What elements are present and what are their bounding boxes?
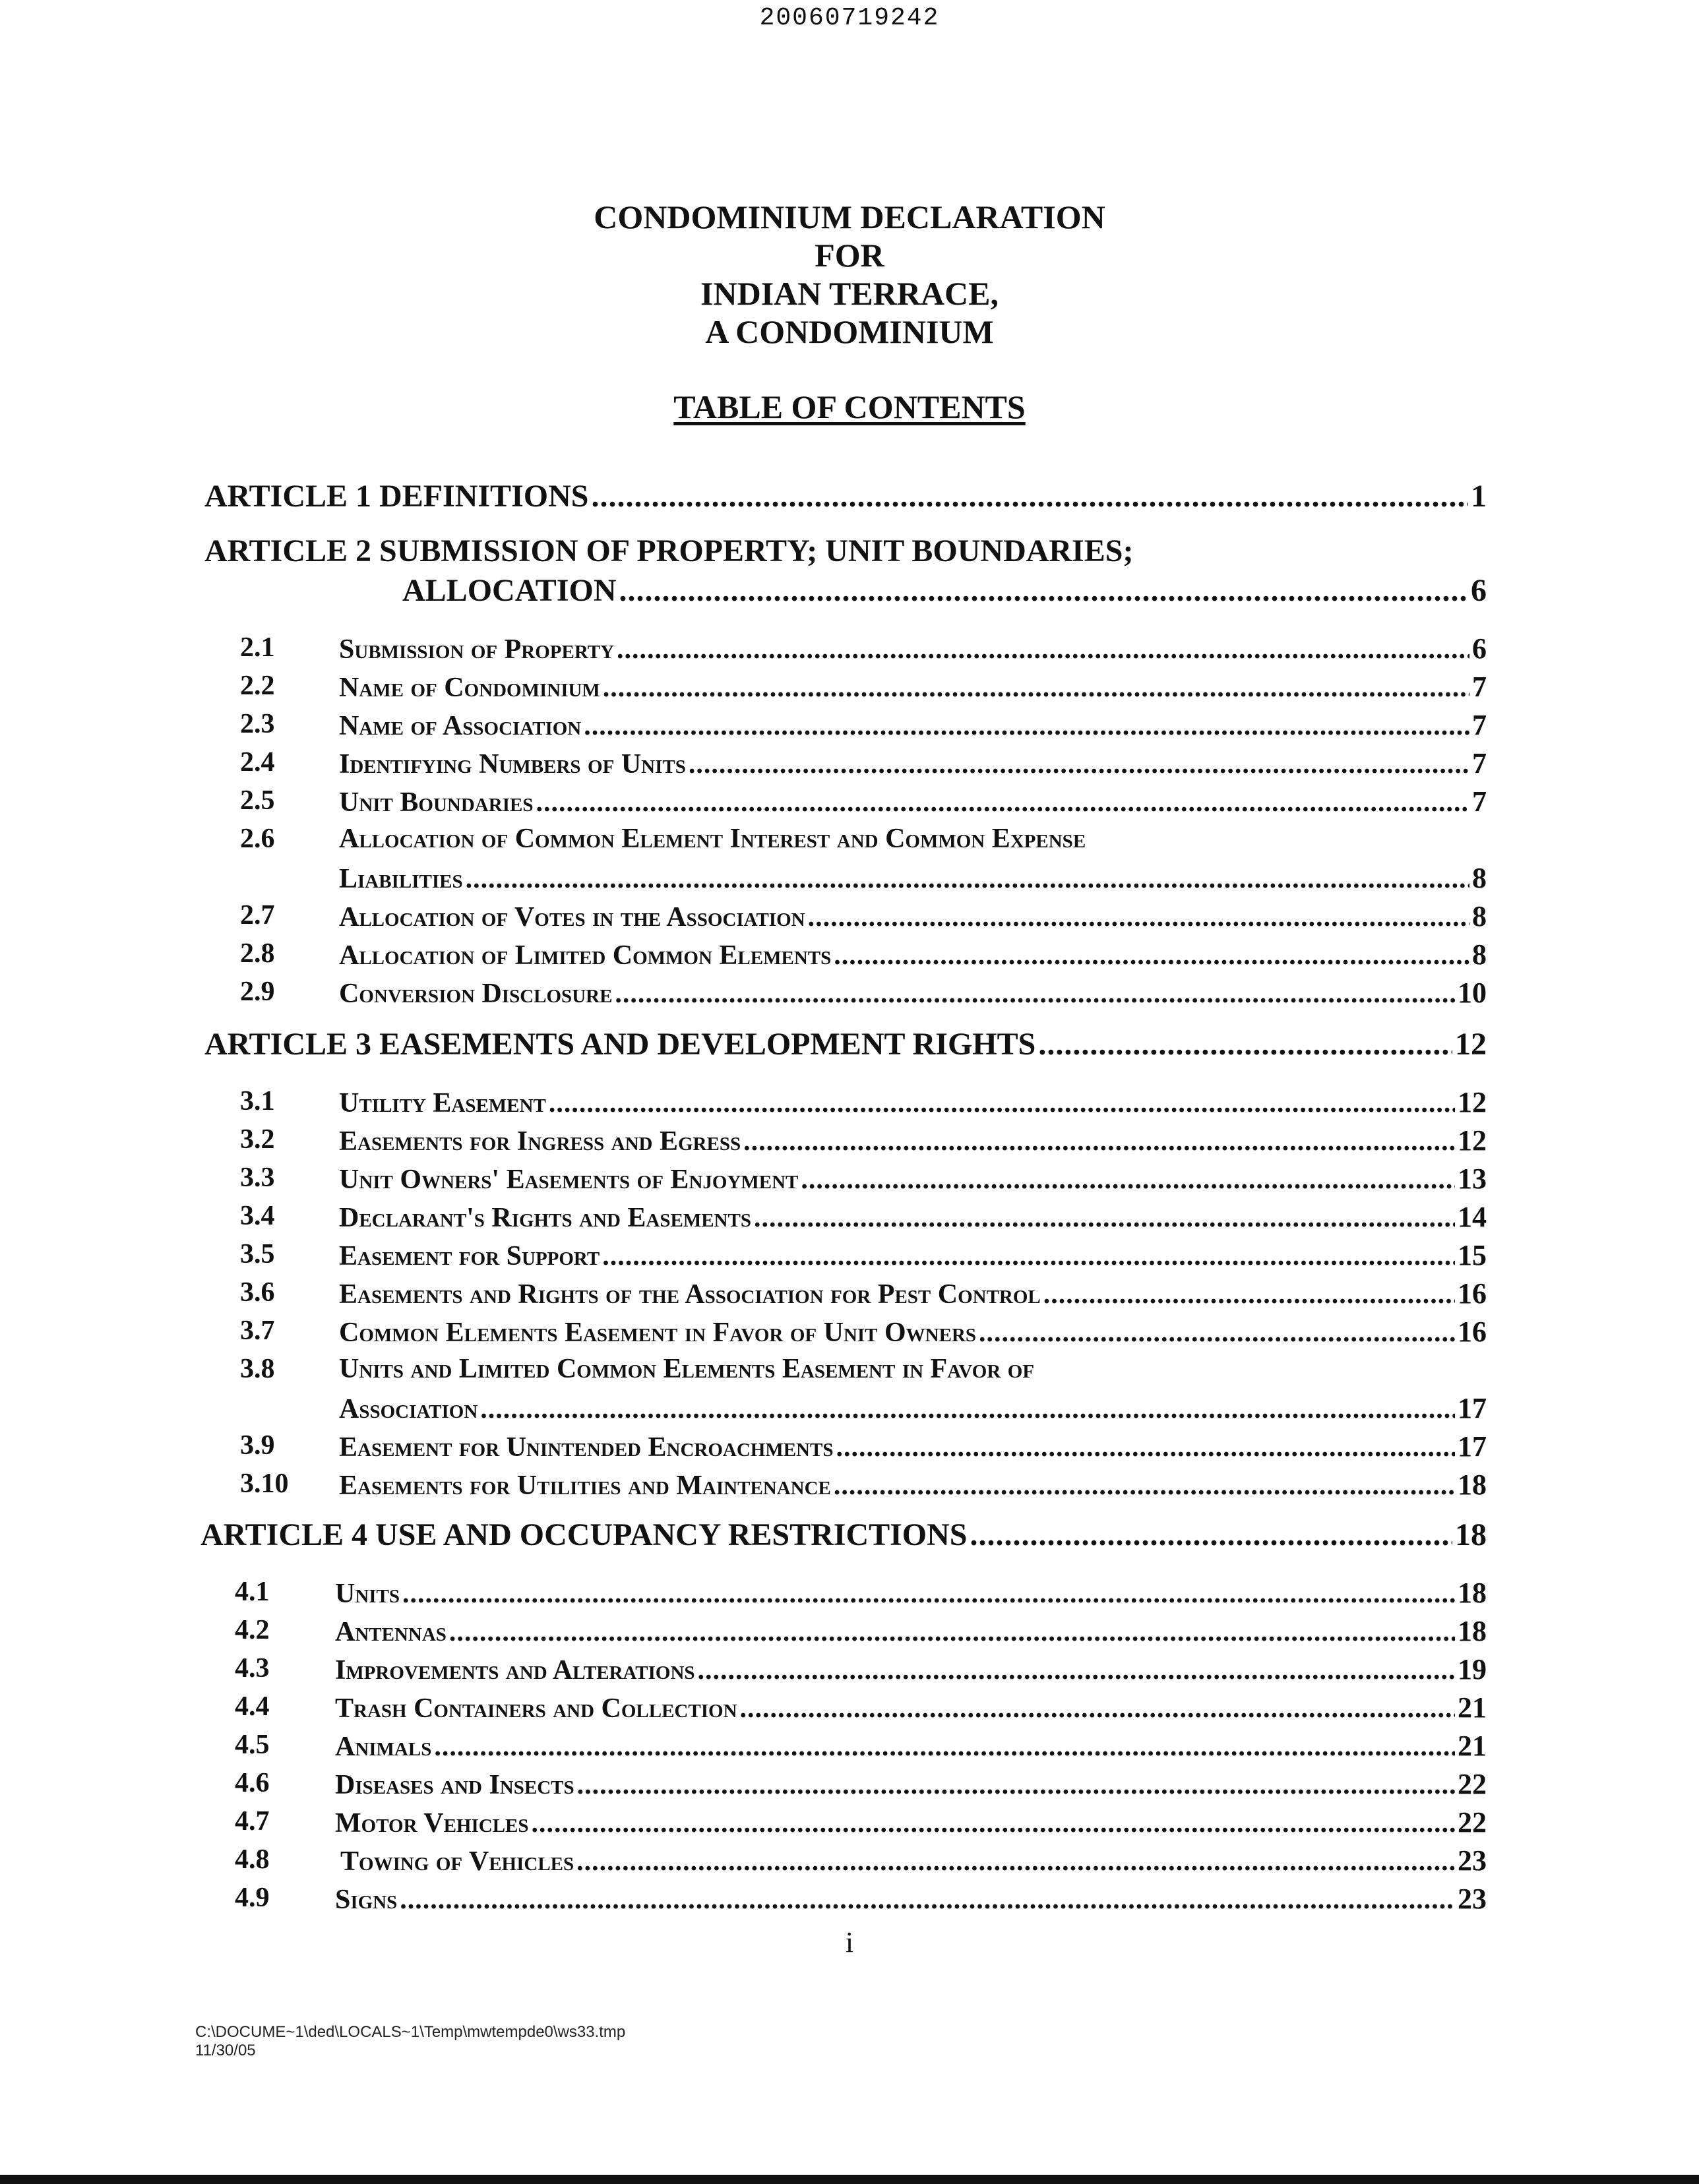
dot-leader [979,1317,1455,1349]
section-title-line1: Units and Limited Common Elements Easement in Favor of [339,1354,1035,1384]
dot-leader [836,1432,1455,1463]
footer-date: 11/30/05 [195,2042,256,2059]
section-title: Name of Condominium [339,673,600,703]
section-title: Name of Association [339,711,582,741]
toc-article-2 [402,572,1487,609]
section-number: 4.1 [235,1577,270,1607]
toc-section-3-1 [339,1085,1487,1119]
title-line-4: A CONDOMINIUM [705,313,994,350]
dot-leader [743,1126,1455,1157]
dot-leader [591,478,1468,514]
dot-leader [801,1164,1455,1196]
section-number: 4.5 [235,1730,270,1760]
section-number: 2.2 [240,671,275,701]
dot-leader [449,1616,1455,1648]
dot-leader [434,1731,1455,1763]
dot-leader [1038,1026,1452,1062]
section-number: 2.7 [240,900,275,930]
section-number: 4.4 [235,1691,270,1722]
toc-section-3-5 [339,1238,1487,1272]
section-title: Common Elements Easement in Favor of Unit Owners [339,1318,977,1348]
section-title: Animals [335,1732,432,1762]
section-number: 3.10 [240,1469,289,1499]
dot-leader [602,1240,1455,1272]
section-number: 4.2 [235,1615,270,1645]
toc-page-number: 7 [1472,785,1487,818]
dot-leader [480,1393,1455,1425]
toc-page-number: 7 [1472,671,1487,703]
section-number: 4.6 [235,1768,270,1798]
toc-page-number: 7 [1472,747,1487,779]
section-number: 2.5 [240,785,275,816]
toc-page-number: 17 [1458,1392,1487,1424]
toc-section-3-9 [339,1430,1487,1463]
toc-article-label: ARTICLE 1 DEFINITIONS [204,479,589,514]
toc-section-4-8 [340,1844,1487,1877]
section-title: Easements and Rights of the Association for Pest Control [339,1279,1041,1310]
toc-page-number: 7 [1472,709,1487,741]
page-number: i [845,1926,854,1958]
toc-page-number: 15 [1458,1239,1487,1271]
section-number: 3.5 [240,1239,275,1269]
section-title: Submission of Property [339,634,615,665]
section-title: Easements for Ingress and Egress [339,1126,741,1157]
dot-leader [615,978,1455,1010]
section-number: 3.7 [240,1316,275,1346]
section-number: 4.8 [235,1844,270,1875]
section-number: 2.8 [240,938,275,969]
toc-page-number: 16 [1458,1316,1487,1348]
dot-leader [754,1202,1455,1234]
document-title [0,198,1699,351]
toc-page-number: 8 [1472,862,1487,894]
toc-section-3-10 [339,1468,1487,1502]
dot-leader [532,1807,1455,1839]
section-title-line1: Allocation of Common Element Interest and Common Expense [339,824,1086,854]
section-number: 4.9 [235,1883,270,1913]
toc-article-1 [204,478,1487,514]
toc-section-4-6 [335,1767,1487,1801]
footer [195,2023,625,2060]
section-title: Easement for Support [339,1241,600,1271]
section-number: 2.1 [240,632,275,663]
toc-section-4-1 [335,1576,1487,1610]
dot-leader [466,863,1469,895]
toc-section-3-3 [339,1162,1487,1196]
dot-leader [400,1884,1455,1916]
section-number: 3.1 [240,1086,275,1116]
toc-page-number: 8 [1472,900,1487,932]
toc-page-number: 22 [1458,1806,1487,1838]
toc-article-label: ARTICLE 3 EASEMENTS AND DEVELOPMENT RIGHTS [204,1027,1036,1062]
toc-section-2-6 [339,861,1487,895]
dot-leader [1043,1279,1455,1310]
dot-leader [617,634,1469,665]
dot-leader [603,672,1469,704]
toc-page-number: 14 [1458,1201,1487,1233]
section-number: 3.4 [240,1201,275,1231]
toc-section-4-5 [335,1729,1487,1763]
toc-page-number: 10 [1458,977,1487,1009]
section-title: Identifying Numbers of Units [339,749,686,779]
toc-page-number: 17 [1458,1430,1487,1463]
section-title: Motor Vehicles [335,1808,529,1838]
toc-page-number: 22 [1458,1768,1487,1800]
toc-section-3-4 [339,1200,1487,1234]
toc-section-2-1 [339,632,1487,665]
dot-leader [808,901,1469,933]
dot-leader [536,787,1469,818]
toc-section-3-6 [339,1277,1487,1310]
toc-section-4-4 [335,1691,1487,1724]
section-number: 3.3 [240,1163,275,1193]
section-number: 4.3 [235,1653,270,1684]
scan-border-bottom [0,2175,1699,2184]
toc-section-3-2 [339,1124,1487,1157]
section-title: Allocation of Limited Common Elements [339,940,832,971]
title-line-1: CONDOMINIUM DECLARATION [594,198,1105,235]
section-title: Unit Boundaries [339,787,534,818]
section-title: Towing of Vehicles [340,1846,574,1877]
section-title: Association [339,1394,478,1424]
toc-section-4-3 [335,1653,1487,1686]
toc-section-2-3 [339,708,1487,742]
toc-article-label: ALLOCATION [402,573,617,608]
title-line-3: INDIAN TERRACE, [700,275,999,312]
section-number: 2.6 [240,824,275,854]
dot-leader [402,1578,1455,1610]
toc-page-number: 16 [1458,1277,1487,1310]
section-title: Signs [335,1885,398,1915]
dot-leader [577,1769,1455,1801]
toc-article-label: ARTICLE 4 USE AND OCCUPANCY RESTRICTIONS [201,1517,968,1552]
toc-section-2-4 [339,746,1487,780]
section-number: 3.2 [240,1124,275,1155]
section-number: 4.7 [235,1806,270,1836]
dot-leader [619,572,1469,609]
title-line-2: FOR [815,237,884,274]
toc-page-number: 1 [1471,479,1487,514]
toc-article-3 [204,1026,1487,1062]
toc-page-number: 18 [1455,1517,1487,1552]
toc-page-number: 23 [1458,1883,1487,1915]
toc-page-number: 21 [1458,1691,1487,1724]
toc-section-4-9 [335,1882,1487,1916]
dot-leader [970,1517,1453,1553]
section-number: 3.8 [240,1354,275,1384]
toc-section-2-2 [339,670,1487,704]
section-title: Declarant's Rights and Easements [339,1203,751,1233]
toc-article-4 [201,1517,1487,1553]
toc-section-4-2 [335,1614,1487,1648]
dot-leader [689,748,1469,780]
toc-page-number: 12 [1458,1124,1487,1157]
dot-leader [740,1693,1455,1724]
toc-page-number: 12 [1455,1027,1487,1062]
dot-leader [549,1087,1455,1119]
toc-page-number: 13 [1458,1163,1487,1195]
section-number: 2.4 [240,747,275,777]
section-title: Utility Easement [339,1088,546,1118]
section-title: Antennas [335,1617,447,1647]
dot-leader [698,1654,1455,1686]
toc-page-number: 6 [1472,632,1487,665]
toc-page-number: 18 [1458,1615,1487,1647]
toc-page-number: 8 [1472,938,1487,971]
section-title: Trash Containers and Collection [335,1693,737,1724]
section-title: Liabilities [339,864,463,894]
toc-section-2-7 [339,899,1487,933]
section-title: Units [335,1579,400,1609]
toc-section-3-7 [339,1315,1487,1349]
section-number: 2.3 [240,709,275,739]
footer-file-path: C:\DOCUME~1\ded\LOCALS~1\Temp\mwtempde0\ws33.tmp [195,2023,626,2041]
section-number: 3.9 [240,1430,275,1461]
section-number: 3.6 [240,1277,275,1308]
toc-article-2-line1: ARTICLE 2 SUBMISSION OF PROPERTY; UNIT BOUNDARIES; [204,533,1134,568]
toc-section-4-7 [335,1805,1487,1839]
dot-leader [584,710,1469,742]
toc-section-2-9 [339,976,1487,1010]
toc-page-number: 6 [1471,573,1487,608]
toc-page-number: 21 [1458,1730,1487,1762]
dot-leader [834,940,1469,971]
toc-page-number: 18 [1458,1469,1487,1501]
section-title: Improvements and Alterations [335,1655,695,1685]
section-title: Easement for Unintended Encroachments [339,1432,834,1463]
section-title: Conversion Disclosure [339,979,613,1009]
toc-section-2-8 [339,938,1487,971]
section-title: Easements for Utilities and Maintenance [339,1471,831,1501]
toc-page-number: 18 [1458,1577,1487,1609]
section-title: Allocation of Votes in the Association [339,902,805,932]
dot-leader [576,1846,1455,1877]
document-number: 20060719242 [759,4,940,32]
section-title: Unit Owners' Easements of Enjoyment [339,1165,799,1195]
toc-heading: TABLE OF CONTENTS [673,388,1026,425]
section-number: 2.9 [240,977,275,1007]
toc-page-number: 19 [1458,1653,1487,1685]
section-title: Diseases and Insects [335,1770,574,1800]
toc-section-2-5 [339,785,1487,818]
dot-leader [834,1470,1455,1502]
toc-page-number: 23 [1458,1844,1487,1877]
toc-section-3-8 [339,1391,1487,1425]
toc-page-number: 12 [1458,1086,1487,1118]
